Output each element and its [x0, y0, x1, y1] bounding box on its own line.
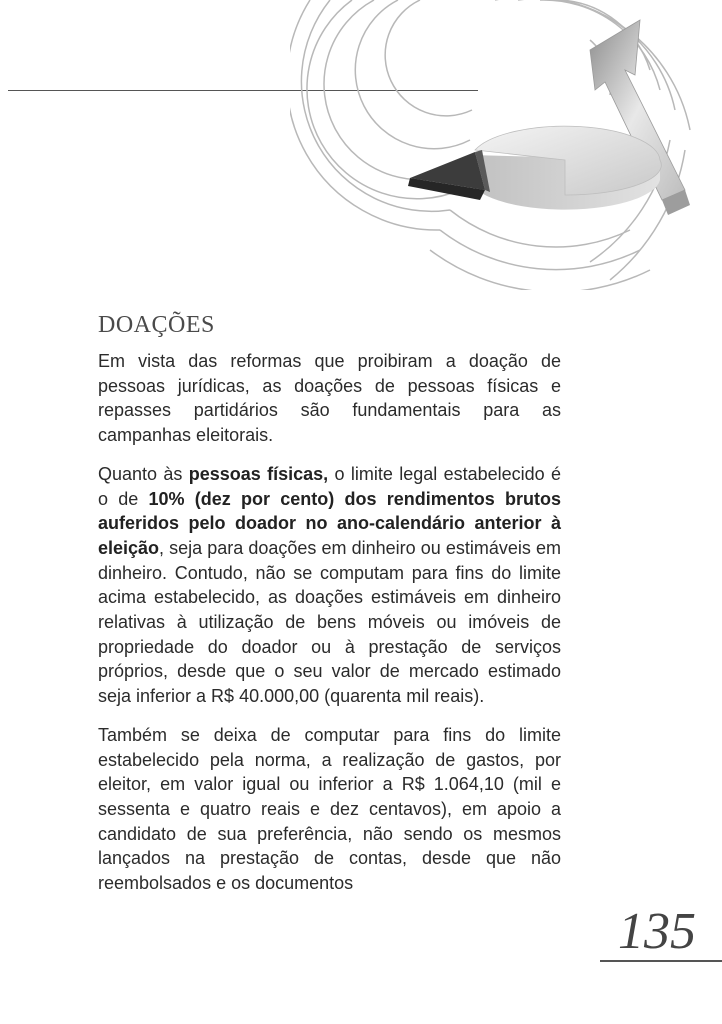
pie-chart-arrow-icon: [290, 0, 722, 290]
paragraph-3: Também se deixa de computar para fins do limite estabelecido pela norma, a realização de gastos, por eleitor, em valor igual ou inferior a R$ 1.064,10 (mil e sessenta e quatro reais e dez centavos), em apoio a candidato de sua preferência, não sendo os mesmos lançados na prestação de contas, desde que não reembolsados e os documentos: [98, 724, 561, 894]
paragraph-2-text-c: o limite legal estabelecido é o de: [98, 463, 561, 509]
paragraph-2-bold-d: 10% (dez por cento) dos rendimentos brutos auferidos pelo doador no ano-calendário anterior à eleição: [98, 488, 561, 558]
section-heading: DOAÇÕES: [98, 312, 215, 338]
paragraph-2-text-e: , seja para doações em dinheiro ou estimáveis em dinheiro. Contudo, não se computam para fins do limite acima estabelecido, as doações estimáveis em dinheiro relativas à utilização de bens móveis ou imóveis de propriedade do doador ou à prestação de serviços próprios, desde que o seu valor de mercado estimado seja inferior a R$ 40.000,00 (quarenta mil reais).: [98, 537, 561, 707]
main-content: [98, 312, 561, 910]
page-number-rule: [600, 960, 722, 962]
paragraph-2-text-a: Quanto às: [98, 463, 189, 484]
paragraph-2-bold-a: pessoas físicas,: [188, 463, 329, 484]
paragraph-1: Em vista das reformas que proibiram a doação de pessoas jurídicas, as doações de pessoas físicas e repasses partidários são fundamentais para as campanhas eleitorais.: [98, 351, 561, 446]
page-number: 135: [618, 903, 696, 960]
paragraph-2: [98, 462, 561, 709]
